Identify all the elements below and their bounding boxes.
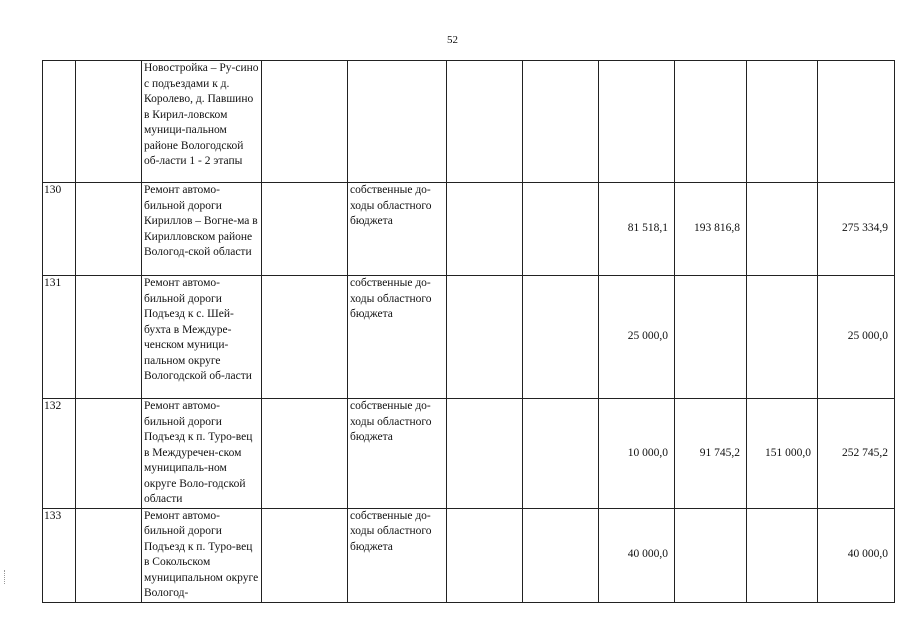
amount-cell-3 xyxy=(747,276,818,399)
amount-cell-3: 151 000,0 xyxy=(747,399,818,509)
table-row xyxy=(43,399,895,509)
object-name-cell: Ремонт автомо-бильной дороги Подъезд к с. Шей-бухта в Междуре-ченском муници-пальном округе Вологодской об-ласти xyxy=(142,276,262,399)
page-number: 52 xyxy=(447,34,458,46)
amount-cell-2 xyxy=(675,61,747,183)
row-index-cell: 133 xyxy=(43,508,76,602)
amount-total-cell: 25 000,0 xyxy=(818,276,895,399)
row-index-cell xyxy=(43,61,76,183)
scan-margin-mark xyxy=(4,570,7,584)
empty-cell xyxy=(523,276,599,399)
object-name-cell: Ремонт автомо-бильной дороги Кириллов – Вогне-ма в Кирилловском районе Вологод-ской области xyxy=(142,183,262,276)
empty-cell xyxy=(447,183,523,276)
amount-cell-1: 40 000,0 xyxy=(599,508,675,602)
amount-cell-2 xyxy=(675,508,747,602)
empty-cell xyxy=(262,508,348,602)
empty-cell xyxy=(447,276,523,399)
table-row xyxy=(43,61,895,183)
funding-source-cell: собственные до-ходы областного бюджета xyxy=(348,508,447,602)
amount-cell-2: 91 745,2 xyxy=(675,399,747,509)
object-name-cell: Ремонт автомо-бильной дороги Подъезд к п. Туро-вец в Сокольском муниципальном округе Вологод- xyxy=(142,508,262,602)
funding-source-cell: собственные до-ходы областного бюджета xyxy=(348,399,447,509)
amount-cell-1: 25 000,0 xyxy=(599,276,675,399)
empty-cell xyxy=(262,399,348,509)
funding-source-cell xyxy=(348,61,447,183)
empty-cell xyxy=(76,276,142,399)
empty-cell xyxy=(447,61,523,183)
empty-cell xyxy=(262,276,348,399)
amount-cell-3 xyxy=(747,183,818,276)
object-name-cell: Ремонт автомо-бильной дороги Подъезд к п. Туро-вец в Междуречен-ском муниципаль-ном округе Воло-годской области xyxy=(142,399,262,509)
amount-total-cell: 40 000,0 xyxy=(818,508,895,602)
empty-cell xyxy=(447,508,523,602)
funding-source-cell: собственные до-ходы областного бюджета xyxy=(348,183,447,276)
table-row xyxy=(43,183,895,276)
empty-cell xyxy=(523,183,599,276)
row-index-cell: 130 xyxy=(43,183,76,276)
object-name-cell: Новостройка – Ру-сино с подъездами к д. Королево, д. Павшино в Кирил-ловском муници-пальном районе Вологодской об-ласти 1 - 2 этапы xyxy=(142,61,262,183)
empty-cell xyxy=(262,61,348,183)
amount-cell-1: 81 518,1 xyxy=(599,183,675,276)
amount-cell-1: 10 000,0 xyxy=(599,399,675,509)
amount-cell-3 xyxy=(747,508,818,602)
amount-total-cell: 252 745,2 xyxy=(818,399,895,509)
amount-cell-2 xyxy=(675,276,747,399)
empty-cell xyxy=(76,183,142,276)
empty-cell xyxy=(447,399,523,509)
empty-cell xyxy=(523,399,599,509)
table-row xyxy=(43,508,895,602)
empty-cell xyxy=(76,61,142,183)
amount-total-cell: 275 334,9 xyxy=(818,183,895,276)
funding-source-cell: собственные до-ходы областного бюджета xyxy=(348,276,447,399)
amount-cell-2: 193 816,8 xyxy=(675,183,747,276)
row-index-cell: 132 xyxy=(43,399,76,509)
budget-table xyxy=(42,60,895,603)
empty-cell xyxy=(76,399,142,509)
empty-cell xyxy=(76,508,142,602)
amount-cell-1 xyxy=(599,61,675,183)
row-index-cell: 131 xyxy=(43,276,76,399)
empty-cell xyxy=(262,183,348,276)
amount-cell-3 xyxy=(747,61,818,183)
table-row xyxy=(43,276,895,399)
amount-total-cell xyxy=(818,61,895,183)
empty-cell xyxy=(523,61,599,183)
empty-cell xyxy=(523,508,599,602)
